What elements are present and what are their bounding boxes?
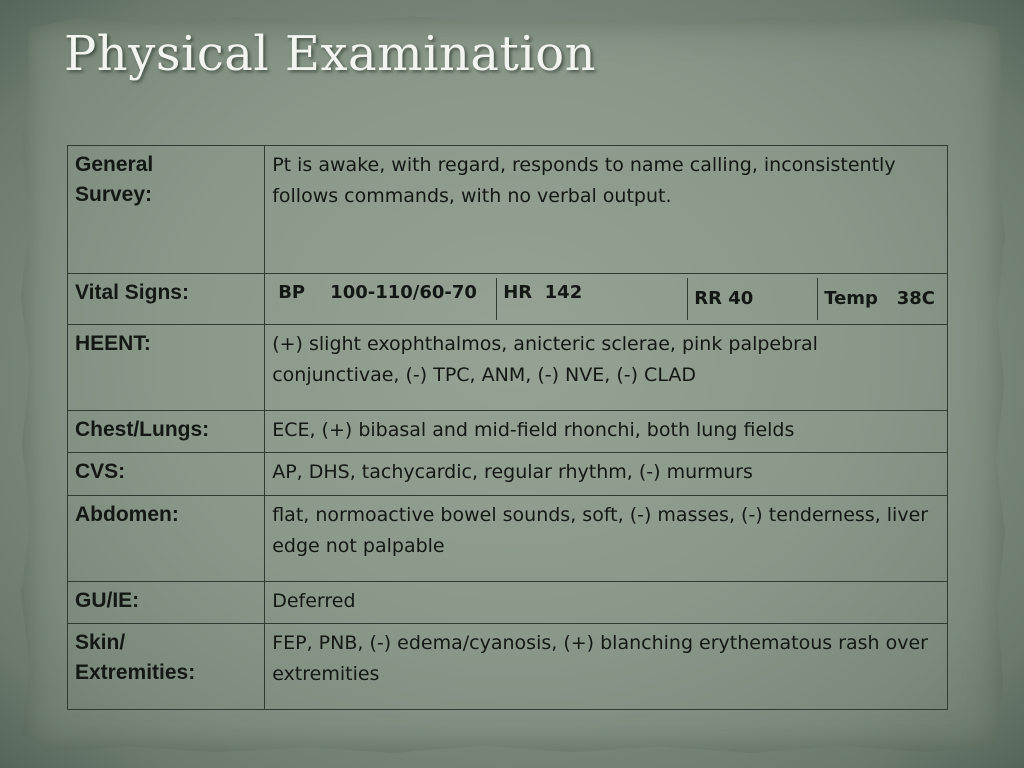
row-value-chest-lungs: ECE, (+) bibasal and mid-field rhonchi, both lung fields — [265, 411, 948, 453]
slide-title: Physical Examination — [64, 26, 596, 82]
row-label-skin-extremities: Skin/ Extremities: — [68, 624, 265, 710]
row-label-gu-ie: GU/IE: — [68, 582, 265, 624]
vital-temp: Temp 38C — [817, 278, 941, 320]
row-value-cvs: AP, DHS, tachycardic, regular rhythm, (-) murmurs — [265, 453, 948, 496]
vital-rr: RR 40 — [687, 278, 817, 320]
vital-hr: HR 142 — [496, 278, 687, 320]
vital-bp: BP 100-110/60-70 — [278, 282, 477, 303]
row-label-general-survey: General Survey: — [68, 146, 265, 274]
table-row — [68, 624, 948, 710]
row-value-heent: (+) slight exophthalmos, anicteric sclerae, pink palpebral conjunctivae, (-) TPC, ANM, (-) NVE, (-) CLAD — [265, 325, 948, 411]
physical-exam-table — [67, 145, 948, 710]
table-row — [68, 411, 948, 453]
row-label-cvs: CVS: — [68, 453, 265, 496]
row-value-general-survey: Pt is awake, with regard, responds to name calling, inconsistently follows commands, with no verbal output. — [265, 146, 948, 274]
row-value-gu-ie: Deferred — [265, 582, 948, 624]
row-label-chest-lungs: Chest/Lungs: — [68, 411, 265, 453]
table-row — [68, 325, 948, 411]
row-label-heent: HEENT: — [68, 325, 265, 411]
row-label-abdomen: Abdomen: — [68, 496, 265, 582]
table-row — [68, 274, 948, 325]
table-row — [68, 496, 948, 582]
table-row — [68, 146, 948, 274]
row-value-abdomen: flat, normoactive bowel sounds, soft, (-) masses, (-) tenderness, liver edge not palpable — [265, 496, 948, 582]
vital-signs-cell — [265, 274, 948, 325]
row-value-skin-extremities: FEP, PNB, (-) edema/cyanosis, (+) blanching erythematous rash over extremities — [265, 624, 948, 710]
row-label-vital-signs: Vital Signs: — [68, 274, 265, 325]
table-row — [68, 453, 948, 496]
table-row — [68, 582, 948, 624]
